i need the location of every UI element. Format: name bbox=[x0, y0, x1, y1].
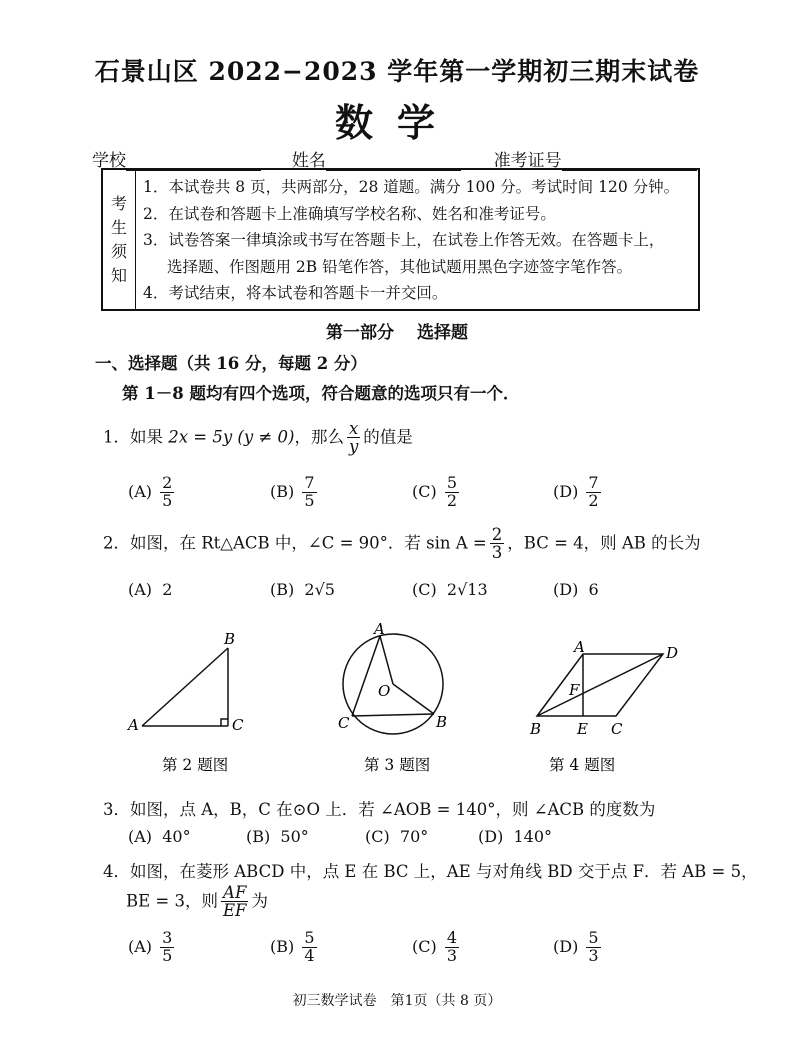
section-instruction: 第 1－8 题均有四个选项，符合题意的选项只有一个． bbox=[122, 384, 520, 403]
fig2-caption: 第 2 题图 bbox=[162, 756, 229, 774]
q2-option-c[interactable]: (C) 2√13 bbox=[412, 580, 488, 599]
fig2-label-a: A bbox=[128, 716, 139, 734]
name-label: 姓名 bbox=[291, 151, 326, 171]
q4-option-d[interactable]: (D) $\frac{5}{3}$ bbox=[553, 928, 599, 965]
fig4-label-a: A bbox=[574, 638, 585, 656]
notice-item: 3．试卷答案一律填涂或书写在答题卡上，在试卷上作答无效。在答题卡上， bbox=[143, 231, 665, 249]
fig3-label-a: A bbox=[374, 620, 385, 638]
q4-option-c[interactable]: (C) $\frac{4}{3}$ bbox=[412, 928, 458, 965]
notice-item: 选择题、作图题用 2B 铅笔作答，其他试题用黑色字迹签字笔作答。 bbox=[167, 257, 633, 276]
notice-item: 4．考试结束，将本试卷和答题卡一并交回。 bbox=[143, 284, 448, 302]
school-label: 学校 bbox=[92, 151, 126, 171]
exam-title: 石景山区 2022−2023 学年第一学期初三期末试卷 bbox=[94, 57, 700, 86]
q1-expression: 2x = 5y (y ≠ 0) bbox=[168, 427, 295, 447]
fig3-label-b: B bbox=[436, 713, 448, 731]
fig2-label-c: C bbox=[232, 716, 244, 734]
q2-option-b[interactable]: (B) 2√5 bbox=[270, 580, 335, 599]
fig4-label-c: C bbox=[611, 720, 623, 738]
figure-3-circle bbox=[343, 634, 443, 734]
fig3-label-o: O bbox=[378, 682, 391, 700]
question-4-line-1: 4．如图，在菱形 ABCD 中，点 E 在 BC 上，AE 与对角线 BD 交于点 F．若 AB = 5， bbox=[103, 862, 758, 881]
fig2-label-b: B bbox=[224, 630, 236, 648]
q1-option-a[interactable]: (A) $\frac{2}{5}$ bbox=[128, 473, 173, 510]
fig4-label-d: D bbox=[666, 644, 679, 662]
question-4-line-2: BE = 3，则 $\frac{AF}{EF}$ 为 bbox=[126, 883, 268, 921]
q2-fraction: $\frac{2}{3}$ bbox=[491, 525, 503, 563]
figures-area bbox=[0, 620, 794, 790]
notice-items bbox=[143, 174, 692, 307]
q1-option-c[interactable]: (C) $\frac{5}{2}$ bbox=[412, 473, 458, 510]
question-2: 2．如图，在 Rt△ACB 中，∠C = 90°．若 sin A = $\frac{2}{3}$ ，BC = 4，则 AB 的长为 bbox=[103, 525, 701, 563]
q1-option-d[interactable]: (D) $\frac{7}{2}$ bbox=[553, 473, 599, 510]
fig3-caption: 第 3 题图 bbox=[364, 756, 431, 774]
q4-fraction: $\frac{AF}{EF}$ bbox=[222, 883, 247, 921]
fig3-label-c: C bbox=[338, 714, 350, 732]
notice-item: 2．在试卷和答题卡上准确填写学校名称、姓名和准考证号。 bbox=[143, 204, 556, 223]
question-3: 3．如图，点 A，B，C 在⊙O 上．若 ∠AOB = 140°，则 ∠ACB 的度数为 bbox=[103, 800, 656, 819]
part-title: 第一部分 选择题 bbox=[326, 323, 468, 343]
subject-title: 数学 bbox=[334, 100, 459, 145]
q3-option-d[interactable]: (D) 140° bbox=[478, 827, 553, 846]
q3-option-b[interactable]: (B) 50° bbox=[246, 827, 309, 846]
q1-option-b[interactable]: (B) $\frac{7}{5}$ bbox=[270, 473, 315, 510]
notice-box bbox=[101, 168, 700, 311]
fig4-label-f: F bbox=[569, 681, 580, 699]
q2-option-d[interactable]: (D) 6 bbox=[553, 580, 599, 599]
fig4-label-b: B bbox=[530, 720, 542, 738]
question-1: 1．如果 2x = 5y (y ≠ 0)，那么 $\frac{x}{y}$ 的值是 bbox=[103, 419, 413, 457]
q3-option-c[interactable]: (C) 70° bbox=[365, 827, 429, 846]
fig4-label-e: E bbox=[577, 720, 588, 738]
figure-4-rhombus bbox=[537, 654, 663, 716]
fig4-caption: 第 4 题图 bbox=[549, 756, 616, 774]
q3-option-a[interactable]: (A) 40° bbox=[128, 827, 191, 846]
notice-item: 1．本试卷共 8 页，共两部分，28 道题。满分 100 分。考试时间 120 分钟。 bbox=[143, 178, 680, 196]
q2-option-a[interactable]: (A) 2 bbox=[128, 580, 173, 599]
q4-option-b[interactable]: (B) $\frac{5}{4}$ bbox=[270, 928, 315, 965]
notice-side-label: 考 生 须 知 bbox=[103, 170, 136, 309]
figure-2-triangle bbox=[142, 648, 228, 726]
exam-id-label: 准考证号 bbox=[493, 151, 562, 171]
section-title: 一、选择题（共 16 分，每题 2 分） bbox=[95, 354, 367, 373]
q4-option-a[interactable]: (A) $\frac{3}{5}$ bbox=[128, 928, 173, 965]
page-footer: 初三数学试卷 第1页（共 8 页） bbox=[292, 993, 502, 1009]
q1-fraction: $\frac{x}{y}$ bbox=[348, 419, 359, 457]
